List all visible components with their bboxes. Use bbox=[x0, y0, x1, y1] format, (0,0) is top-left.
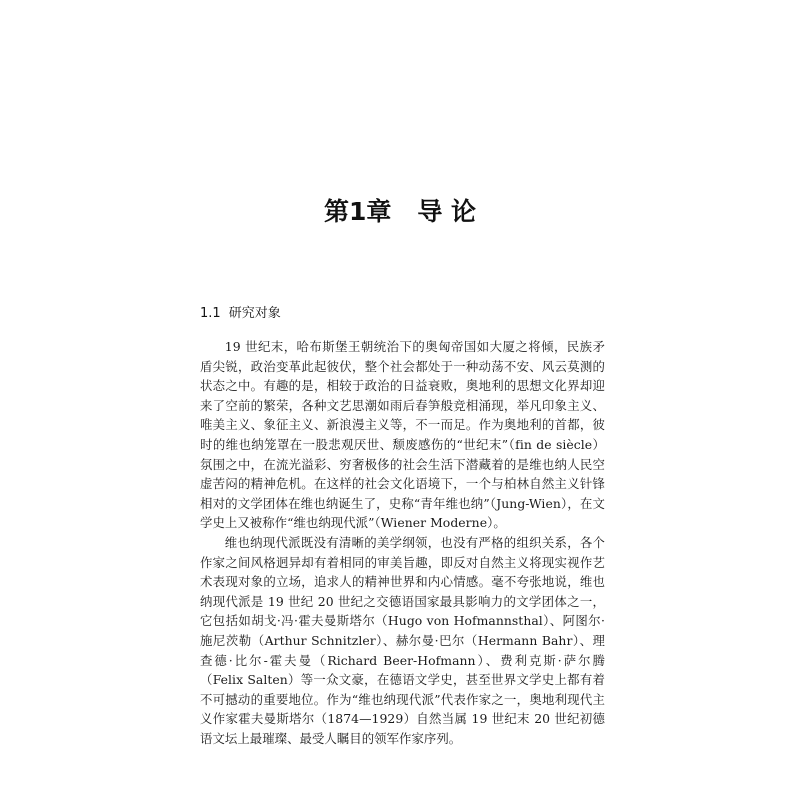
chapter-number: 第1章 bbox=[323, 197, 392, 226]
body-text bbox=[200, 337, 605, 748]
section-title: 研究对象 bbox=[228, 306, 281, 321]
paragraph: 维也纳现代派既没有清晰的美学纲领，也没有严格的组织关系，各个作家之间风格迥异却有着相同的审美旨趣，即反对自然主义将现实视作艺术表现对象的立场，追求人的精神世界和内心情感。毫不夸张地说，维也纳现代派是 19 世纪 20 世纪之交德语国家最具影响力的文学团体之一，它包括如胡戈·冯·霍夫曼斯塔尔（Hugo von Hofmannsthal）、阿图尔·施尼茨勒（Arthur Schnitzler）、赫尔曼·巴尔（Hermann Bahr）、理查德·比尔-霍夫曼（Richard Beer-Hofmann）、费利克斯·萨尔腾（Felix Salten）等一众文豪，在德语文学史，甚至世界文学史上都有着不可撼动的重要地位。作为“维也纳现代派”代表作家之一，奥地利现代主义作家霍夫曼斯塔尔（1874—1929）自然当属 19 世纪末 20 世纪初德语文坛上最璀璨、最受人瞩目的领军作家序列。 bbox=[200, 534, 605, 746]
paragraph: 19 世纪末，哈布斯堡王朝统治下的奥匈帝国如大厦之将倾，民族矛盾尖锐，政治变革此起彼伏，整个社会都处于一种动荡不安、风云莫测的状态之中。有趣的是，相较于政治的日益衰败，奥地利的思想文化界却迎来了空前的繁荣，各种文艺思潮如雨后春笋般竞相涌现，举凡印象主义、唯美主义、象征主义、新浪漫主义等，不一而足。作为奥地利的首都，彼时的维也纳笼罩在一股悲观厌世、颓废感伤的“世纪末”（fin de siècle）氛围之中，在流光溢彩、穷奢极侈的社会生活下潜藏着的是维也纳人民空虚苦闷的精神危机。在这样的社会文化语境下，一个与柏林自然主义针锋相对的文学团体在维也纳诞生了，史称“青年维也纳”（Jung-Wien），在文学史上又被称作“维也纳现代派”（Wiener Moderne）。 bbox=[200, 339, 605, 531]
chapter-title bbox=[0, 192, 800, 228]
chapter-name: 导 论 bbox=[417, 197, 477, 226]
section-heading bbox=[200, 302, 281, 321]
section-number: 1.1 bbox=[200, 306, 221, 321]
